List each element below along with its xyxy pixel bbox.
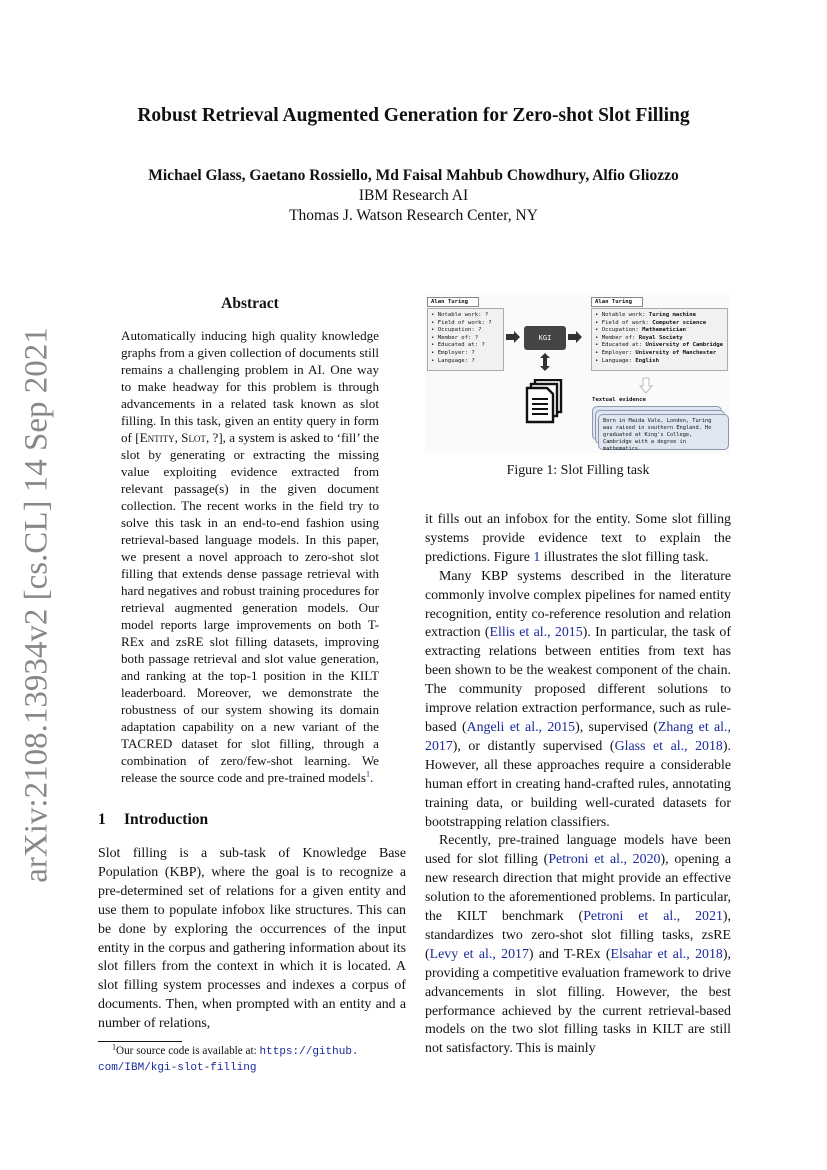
slot-label: • Occupation:: [595, 327, 643, 334]
citation-link[interactable]: Petroni et al., 2020: [548, 852, 661, 868]
section-heading-introduction: [98, 811, 208, 829]
slot-value: Turing machine: [648, 312, 697, 318]
slot-value: Royal Society: [638, 334, 683, 341]
bidirectional-arrow-icon: [539, 353, 551, 371]
paper-title: Robust Retrieval Augmented Generation for Zero-shot Slot Filling: [137, 105, 690, 126]
text: ), standardizes two zero-shot slot filling tasks, zsRE (: [425, 909, 731, 962]
arrow-right-icon: [568, 331, 584, 343]
paragraph-pretrained-lms: [425, 832, 731, 1059]
slot-value: University of Manchester: [635, 349, 717, 356]
footnote-url-part1[interactable]: https://github.: [259, 1046, 359, 1058]
citation-link[interactable]: Glass et al., 2018: [614, 738, 723, 754]
slot-label: • Educated at:: [595, 342, 646, 349]
arrow-down-outline-icon: [639, 377, 653, 395]
text: ), opening a new research direction that might provide an effective solution to the aforementioned problems. In particular, the KILT benchmark (: [425, 852, 731, 925]
intro-paragraph-1: [98, 845, 406, 1034]
right-infobox: [591, 308, 728, 371]
author-list: Michael Glass, Gaetano Rossiello, Md Faisal Mahbub Chowdhury, Alfio Gliozzo: [148, 167, 679, 184]
kgi-model-box: KGI: [524, 326, 566, 350]
abstract-entity: Entity: [139, 430, 175, 445]
citation-link[interactable]: Zhang et al., 2017: [425, 719, 731, 754]
left-infobox-item: • Field of work: ?: [431, 319, 492, 326]
right-infobox-item: [595, 358, 724, 366]
abstract-end: .: [370, 770, 374, 785]
slot-label: • Language:: [595, 357, 636, 364]
right-infobox-item: [595, 342, 724, 350]
slot-value: Mathematician: [642, 327, 686, 334]
footnote-url-part2[interactable]: com/IBM/kgi-slot-filling: [98, 1061, 257, 1074]
figure-ref-link[interactable]: 1: [533, 549, 541, 565]
right-infobox-item: [595, 350, 724, 358]
documents-icon: [525, 379, 563, 424]
abstract-slot: Slot: [181, 430, 206, 445]
citation-link[interactable]: Angeli et al., 2015: [466, 719, 576, 735]
left-infobox-item: • Language: ?: [431, 357, 475, 364]
text: ), providing a competitive evaluation framework to drive advancements in slot filling. However, the best performance achieved by the current retrieval-based models on the two slot filling tasks in KILT are still not satisfactory. This is mainly: [425, 946, 731, 1057]
text: ). However, all these approaches require a considerable human effort in creating hand-crafted rules, annotating training data, or building well-curated datasets for bootstrapping relation classifiers.: [425, 738, 731, 830]
slot-label: • Member of:: [595, 334, 639, 341]
right-column-text: [425, 511, 731, 1059]
left-infobox-item: • Educated at: ?: [431, 342, 485, 349]
right-infobox-item: [595, 335, 724, 343]
slot-value: University of Cambridge: [645, 342, 723, 349]
section-title: Introduction: [124, 811, 209, 828]
footnote-mark: 1: [112, 1042, 116, 1052]
affiliation-org: IBM Research AI: [358, 187, 469, 204]
paragraph-kbp-systems: [425, 568, 731, 833]
slot-value: Computer science: [652, 319, 707, 326]
footnote: [98, 1044, 408, 1075]
text: ). In particular, the task of extracting relations between entities from text has been shown to be the weakest component of the chain. The community proposed different solutions to improve relation extraction performance, such as rule-based (: [425, 625, 731, 735]
citation-link[interactable]: Elsahar et al., 2018: [610, 946, 723, 962]
evidence-card-front: [598, 414, 729, 450]
text: ) and T-REx (: [528, 946, 611, 962]
abstract-sep: ,: [174, 430, 182, 445]
text: Recently, pre-trained language models have been used for slot filling (: [425, 833, 731, 868]
citation-link[interactable]: Levy et al., 2017: [429, 946, 529, 962]
affiliation-location: Thomas J. Watson Research Center, NY: [289, 207, 538, 224]
text: Many KBP systems described in the literature commonly involve complex pipelines for named entity recognition, entity co-reference resolution and relation extraction (: [425, 568, 731, 641]
arrow-right-icon: [506, 331, 522, 343]
arxiv-stamp: [14, 327, 60, 883]
right-infobox-item: [595, 312, 724, 320]
citation-link[interactable]: Ellis et al., 2015: [489, 625, 583, 641]
right-infobox-title: Alan Turing: [591, 297, 643, 307]
footnote-rule: [98, 1041, 182, 1042]
slot-value: English: [635, 357, 659, 364]
left-infobox-title: Alan Turing: [427, 297, 479, 307]
footnote-text: Our source code is available at:: [116, 1045, 260, 1057]
section-number: 1: [98, 811, 106, 828]
paragraph-infobox: [425, 511, 731, 568]
abstract-text-1: Automatically inducing high quality knowledge graphs from a given collection of documents still remains a challenging problem in AI. One way to make headway for this problem is through advancements in a related task known as slot filling. In this task, given an entity query in form of [: [121, 328, 379, 445]
right-infobox-item: [595, 320, 724, 328]
arxiv-stamp-text: arXiv:2108.13934v2 [cs.CL] 14 Sep 2021: [18, 327, 55, 883]
text: ), supervised (: [575, 719, 658, 735]
evidence-text: Born in Maida Vale, London, Turing was raised in southern England. He graduated at King's College, Cambridge with a degree in mathematics.: [603, 418, 712, 452]
text: illustrates the slot filling task.: [540, 549, 709, 565]
citation-link[interactable]: Petroni et al., 2021: [583, 909, 723, 925]
left-infobox-item: • Employer: ?: [431, 349, 475, 356]
abstract-heading: Abstract: [221, 295, 279, 312]
slot-label: • Employer:: [595, 349, 636, 356]
figure-caption: Figure 1: Slot Filling task: [506, 463, 650, 478]
left-infobox: [427, 308, 504, 371]
left-infobox-item: • Member of: ?: [431, 334, 479, 341]
evidence-label: Textual evidence: [592, 397, 646, 403]
text: it fills out an infobox for the entity. Some slot filling systems provide evidence text to explain the predictions. Figure: [425, 512, 731, 565]
left-infobox-item: • Occupation: ?: [431, 327, 482, 334]
text: ), or distantly supervised (: [452, 738, 615, 754]
left-infobox-item: • Notable work: ?: [431, 312, 489, 318]
intro-text: Slot filling is a sub-task of Knowledge Base Population (KBP), where the goal is to recognize a pre-determined set of relations for a given entity and use them to populate infobox like structures. This can be done by exploring the occurrences of the input entity in the corpus and gathering information about its slot fillers from the context in which it is located. A slot filling system processes and indexes a corpus of documents. Then, when prompted with an entity and a number of relations,: [98, 846, 406, 1032]
right-infobox-item: [595, 327, 724, 335]
slot-label: • Field of work:: [595, 319, 653, 326]
figure-slot-filling: [425, 293, 730, 453]
footnote-ref[interactable]: 1: [366, 769, 371, 779]
slot-label: • Notable work:: [595, 312, 649, 318]
abstract-text-2: , ?], a system is asked to ‘fill’ the slot by generating or extracting the missing value exploiting evidence extracted from relevant passage(s) in the given document collection. The recent works in the field try to solve this task in an end-to-end fashion using retrieval-based language models. In this paper, we present a novel approach to zero-shot slot filling that extends dense passage retrieval with hard negatives and robust training procedures for retrieval augmented generation models. Our model reports large improvements on both T-REx and zsRE slot filling datasets, improving both passage retrieval and slot value generation, and ranking at the top-1 position in the KILT leaderboard. Moreover, we demonstrate the robustness of our system showing its domain adaptation capability on a new variant of the TACRED dataset for slot filling, through a combination of zero/few-shot learning. We release the source code and pre-trained models: [121, 430, 380, 785]
abstract-body: [121, 327, 379, 786]
